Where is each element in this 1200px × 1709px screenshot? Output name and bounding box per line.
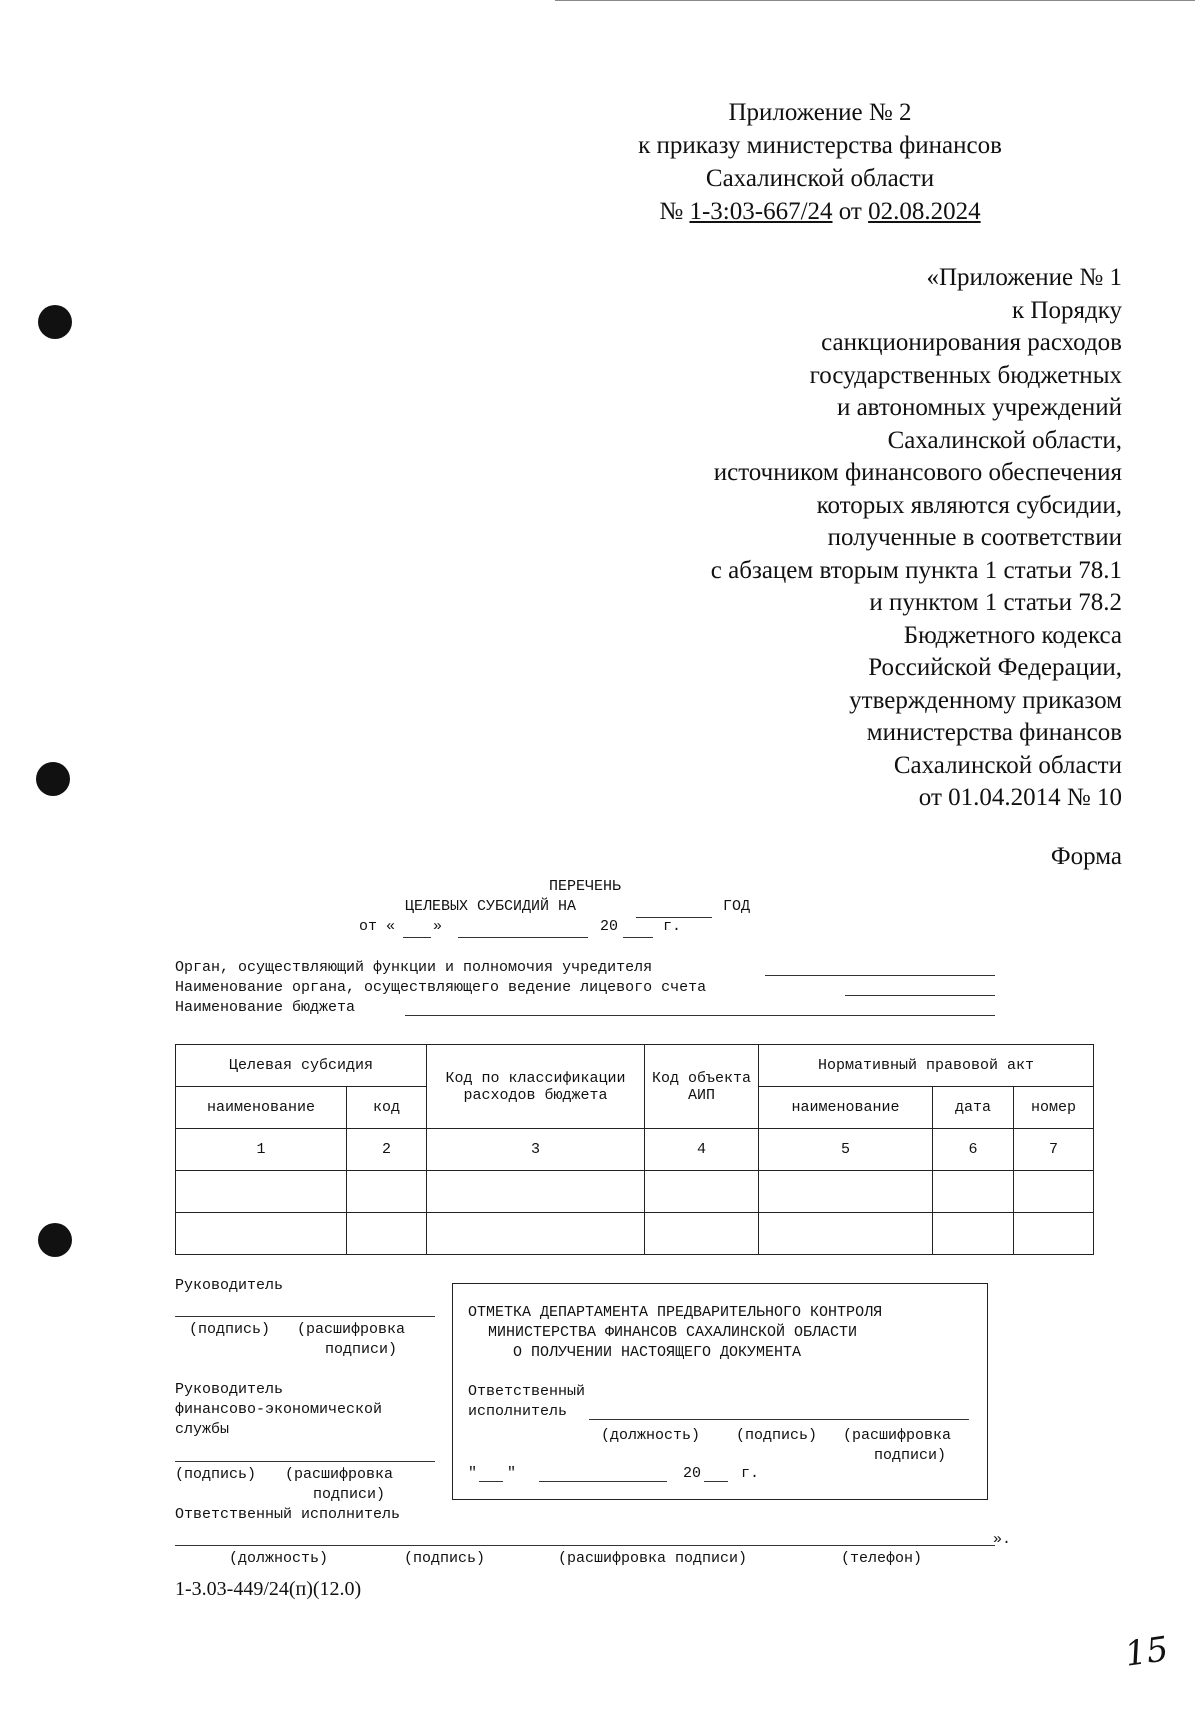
header-aip-code: Код объекта АИП xyxy=(645,1045,759,1129)
appendix-1-line: утвержденному приказом xyxy=(849,686,1122,714)
stamp-line-2: МИНИСТЕРСТВА ФИНАНСОВ САХАЛИНСКОЙ ОБЛАСТИ xyxy=(488,1324,858,1341)
punch-hole-bottom xyxy=(38,1223,72,1257)
field-account-organ xyxy=(175,978,706,998)
appendix-1-line: «Приложение № 1 xyxy=(926,264,1122,291)
appendix-1-line: санкционирования расходов xyxy=(821,329,1122,356)
stamp-year-suffix: г. xyxy=(741,1465,760,1482)
document-code: 1-3.03-449/24(п)(12.0) xyxy=(175,1578,362,1600)
fin-head-decode-caption: (расшифровка xyxy=(285,1466,394,1483)
header-normative-act: Нормативный правовой акт xyxy=(759,1045,1094,1087)
field-budget xyxy=(175,998,706,1018)
col-number-1: 1 xyxy=(176,1129,347,1171)
fin-head-label-2: финансово-экономической xyxy=(175,1401,383,1418)
stamp-position-caption: (должность) xyxy=(601,1427,701,1444)
stamp-year-line[interactable] xyxy=(704,1481,728,1482)
stamp-decode-caption: (расшифровка xyxy=(843,1427,952,1444)
head-decode-caption: (расшифровка xyxy=(297,1321,406,1338)
field-budget-label: Наименование бюджета xyxy=(175,999,356,1016)
order-number: 1-3:03-667/24 xyxy=(689,198,833,225)
responsible-phone-caption: (телефон) xyxy=(841,1550,923,1567)
appendix-1-line: которых являются субсидии, xyxy=(816,491,1122,519)
punch-hole-middle xyxy=(36,762,70,796)
appendix-1-line: к Порядку xyxy=(1012,296,1122,324)
head-decode-caption-2: подписи) xyxy=(325,1341,398,1358)
field-organ-label: Орган, осуществляющий функции и полномочия учредителя xyxy=(175,959,653,976)
closing-quote: ». xyxy=(993,1531,1012,1548)
appendix-1-line: от 01.04.2014 № 10 xyxy=(918,784,1122,811)
year-suffix-blank-line xyxy=(623,937,653,938)
header-act-number: номер xyxy=(1014,1087,1094,1129)
fin-head-signature-line[interactable] xyxy=(175,1461,435,1462)
field-account-organ-label: Наименование органа, осуществляющего ведение лицевого счета xyxy=(175,979,707,996)
table-cell[interactable] xyxy=(176,1171,347,1213)
handwritten-page-number: 15 xyxy=(1122,1629,1171,1675)
appendix-2-order-line: к приказу министерства финансов xyxy=(638,132,1002,159)
number-prefix: № xyxy=(659,198,690,225)
stamp-line-1: ОТМЕТКА ДЕПАРТАМЕНТА ПРЕДВАРИТЕЛЬНОГО КОНТРОЛЯ xyxy=(468,1304,883,1321)
field-account-organ-line[interactable] xyxy=(845,995,995,996)
fin-head-decode-caption-2: подписи) xyxy=(313,1486,386,1503)
fin-head-label-1: Руководитель xyxy=(175,1381,284,1398)
head-sign-caption: (подпись) xyxy=(189,1321,271,1338)
col-number-6: 6 xyxy=(933,1129,1014,1171)
list-title-year-word: ГОД xyxy=(723,898,751,915)
stamp-date-quote-open: " xyxy=(468,1465,478,1482)
responsible-decode-caption: (расшифровка подписи) xyxy=(558,1550,748,1567)
table-cell[interactable] xyxy=(427,1171,645,1213)
table-cell[interactable] xyxy=(933,1213,1014,1255)
subsidies-table xyxy=(175,1044,1094,1255)
table-row xyxy=(176,1213,1094,1255)
col-number-2: 2 xyxy=(347,1129,427,1171)
month-blank-line xyxy=(458,937,588,938)
head-signature-line[interactable] xyxy=(175,1316,435,1317)
list-title-century: 20 xyxy=(600,918,619,935)
column-number-row xyxy=(176,1129,1094,1171)
header-subsidy-name: наименование xyxy=(176,1087,347,1129)
stamp-responsible-2: исполнитель xyxy=(468,1403,568,1420)
appendix-1-header xyxy=(560,262,1122,815)
appendix-1-line: Российской Федерации, xyxy=(868,654,1122,681)
col-number-5: 5 xyxy=(759,1129,933,1171)
appendix-1-line: источником финансового обеспечения xyxy=(713,459,1122,486)
scan-edge-line xyxy=(555,0,1195,1)
field-organ xyxy=(175,958,706,978)
appendix-2-region: Сахалинской области xyxy=(705,165,935,192)
table-cell[interactable] xyxy=(1014,1171,1094,1213)
field-budget-line[interactable] xyxy=(405,1015,995,1016)
table-cell[interactable] xyxy=(759,1171,933,1213)
appendix-1-line: государственных бюджетных xyxy=(809,361,1122,389)
fin-head-sign-caption: (подпись) xyxy=(175,1466,257,1483)
responsible-label: Ответственный исполнитель xyxy=(175,1506,401,1523)
table-cell[interactable] xyxy=(1014,1213,1094,1255)
field-organ-line[interactable] xyxy=(765,975,995,976)
table-cell[interactable] xyxy=(759,1213,933,1255)
stamp-year-prefix: 20 xyxy=(683,1465,702,1482)
appendix-1-line: полученные в соответствии xyxy=(827,524,1122,551)
header-act-date: дата xyxy=(933,1087,1014,1129)
order-date: 02.08.2024 xyxy=(868,198,981,225)
table-cell[interactable] xyxy=(427,1213,645,1255)
appendix-2-number-line xyxy=(560,195,1080,228)
table-cell[interactable] xyxy=(347,1171,427,1213)
appendix-1-line: Бюджетного кодекса xyxy=(903,621,1122,649)
responsible-sign-caption: (подпись) xyxy=(404,1550,486,1567)
responsible-position-caption: (должность) xyxy=(229,1550,329,1567)
table-cell[interactable] xyxy=(933,1171,1014,1213)
col-number-4: 4 xyxy=(645,1129,759,1171)
form-label: Форма xyxy=(1050,843,1122,870)
control-department-stamp-box xyxy=(452,1283,988,1500)
header-target-subsidy: Целевая субсидия xyxy=(176,1045,427,1087)
appendix-1-line: министерства финансов xyxy=(866,719,1122,746)
table-row xyxy=(176,1171,1094,1213)
stamp-decode-caption-2: подписи) xyxy=(874,1447,947,1464)
appendix-2-title: Приложение № 2 xyxy=(728,99,912,126)
stamp-month-line[interactable] xyxy=(539,1481,667,1482)
date-prefix: от xyxy=(832,198,869,225)
appendix-1-line: и пунктом 1 статьи 78.2 xyxy=(869,589,1122,616)
list-title-subsidies: ЦЕЛЕВЫХ СУБСИДИЙ НА xyxy=(405,898,577,915)
appendix-2-header xyxy=(560,96,1080,228)
table-cell[interactable] xyxy=(176,1213,347,1255)
appendix-1-line: и автономных учреждений xyxy=(836,394,1122,421)
stamp-responsible-1: Ответственный xyxy=(468,1383,586,1400)
day-blank-line xyxy=(403,937,431,938)
punch-hole-top xyxy=(38,305,72,339)
col-number-3: 3 xyxy=(427,1129,645,1171)
appendix-1-line: Сахалинской области, xyxy=(887,426,1122,454)
appendix-1-line: с абзацем вторым пункта 1 статьи 78.1 xyxy=(710,556,1122,584)
stamp-signature-line[interactable] xyxy=(589,1419,969,1420)
table-cell[interactable] xyxy=(645,1213,759,1255)
list-title-year-abbr: г. xyxy=(663,918,682,935)
header-classification-code: Код по классификации расходов бюджета xyxy=(427,1045,645,1129)
table-cell[interactable] xyxy=(347,1213,427,1255)
stamp-date-quote-close: " xyxy=(507,1465,517,1482)
stamp-sign-caption: (подпись) xyxy=(736,1427,818,1444)
appendix-1-line: Сахалинской области xyxy=(893,751,1122,779)
stamp-line-3: О ПОЛУЧЕНИИ НАСТОЯЩЕГО ДОКУМЕНТА xyxy=(513,1344,802,1361)
form-fields xyxy=(175,958,706,1018)
list-title-heading: ПЕРЕЧЕНЬ xyxy=(549,878,622,895)
list-title-quote-close: » xyxy=(433,918,443,935)
fin-head-label-3: службы xyxy=(175,1421,230,1438)
col-number-7: 7 xyxy=(1014,1129,1094,1171)
header-act-name: наименование xyxy=(759,1087,933,1129)
stamp-day-line[interactable] xyxy=(479,1481,503,1482)
header-subsidy-code: код xyxy=(347,1087,427,1129)
table-cell[interactable] xyxy=(645,1171,759,1213)
responsible-signature-line[interactable] xyxy=(175,1545,995,1546)
head-label: Руководитель xyxy=(175,1277,284,1294)
list-title-from: от « xyxy=(359,918,396,935)
